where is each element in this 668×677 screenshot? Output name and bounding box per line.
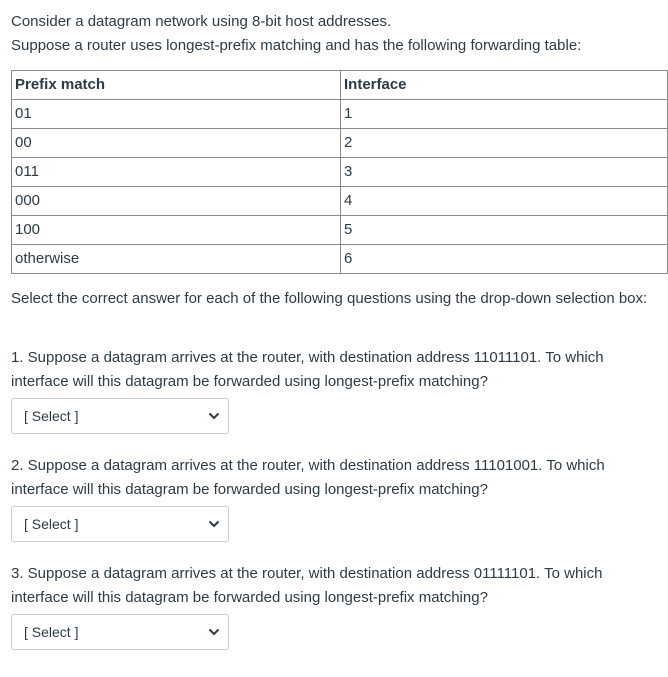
chevron-down-icon <box>208 626 220 638</box>
prefix-cell: 00 <box>12 129 341 158</box>
interface-cell: 5 <box>341 216 668 245</box>
question-3 <box>11 562 661 650</box>
prefix-cell: 000 <box>12 187 341 216</box>
prefix-cell: 011 <box>12 158 341 187</box>
prefix-cell: 01 <box>12 100 341 129</box>
question-1-select-value: [ Select ] <box>24 408 79 424</box>
table-row <box>12 216 668 245</box>
intro-text <box>11 10 581 58</box>
table-row <box>12 187 668 216</box>
question-3-select-value: [ Select ] <box>24 624 79 640</box>
question-1-text: 1. Suppose a datagram arrives at the router, with destination address 11011101. To which interface will this datagram be forwarded using longest-prefix matching? <box>11 349 604 390</box>
question-3-select[interactable] <box>11 614 229 650</box>
question-2 <box>11 454 661 542</box>
interface-cell: 2 <box>341 129 668 158</box>
table-row <box>12 100 668 129</box>
table-header-row <box>12 71 668 100</box>
header-prefix-match: Prefix match <box>12 71 341 100</box>
interface-cell: 1 <box>341 100 668 129</box>
prefix-cell: 100 <box>12 216 341 245</box>
chevron-down-icon <box>208 518 220 530</box>
question-1-select[interactable] <box>11 398 229 434</box>
question-3-text: 3. Suppose a datagram arrives at the router, with destination address 01111101. To which interface will this datagram be forwarded using longest-prefix matching? <box>11 565 603 606</box>
question-2-select-value: [ Select ] <box>24 516 79 532</box>
interface-cell: 3 <box>341 158 668 187</box>
question-2-text: 2. Suppose a datagram arrives at the router, with destination address 11101001. To which interface will this datagram be forwarded using longest-prefix matching? <box>11 457 605 498</box>
interface-cell: 4 <box>341 187 668 216</box>
interface-cell: 6 <box>341 245 668 274</box>
table-row <box>12 129 668 158</box>
forwarding-table <box>11 70 668 274</box>
intro-line-2: Suppose a router uses longest-prefix matching and has the following forwarding table: <box>11 37 582 54</box>
prefix-cell: otherwise <box>12 245 341 274</box>
question-2-select[interactable] <box>11 506 229 542</box>
chevron-down-icon <box>208 410 220 422</box>
table-row <box>12 158 668 187</box>
table-row <box>12 245 668 274</box>
question-1 <box>11 346 661 434</box>
header-interface: Interface <box>341 71 668 100</box>
intro-line-1: Consider a datagram network using 8-bit host addresses. <box>11 13 392 30</box>
instructions-text: Select the correct answer for each of the following questions using the drop-down selection box: <box>11 290 648 307</box>
